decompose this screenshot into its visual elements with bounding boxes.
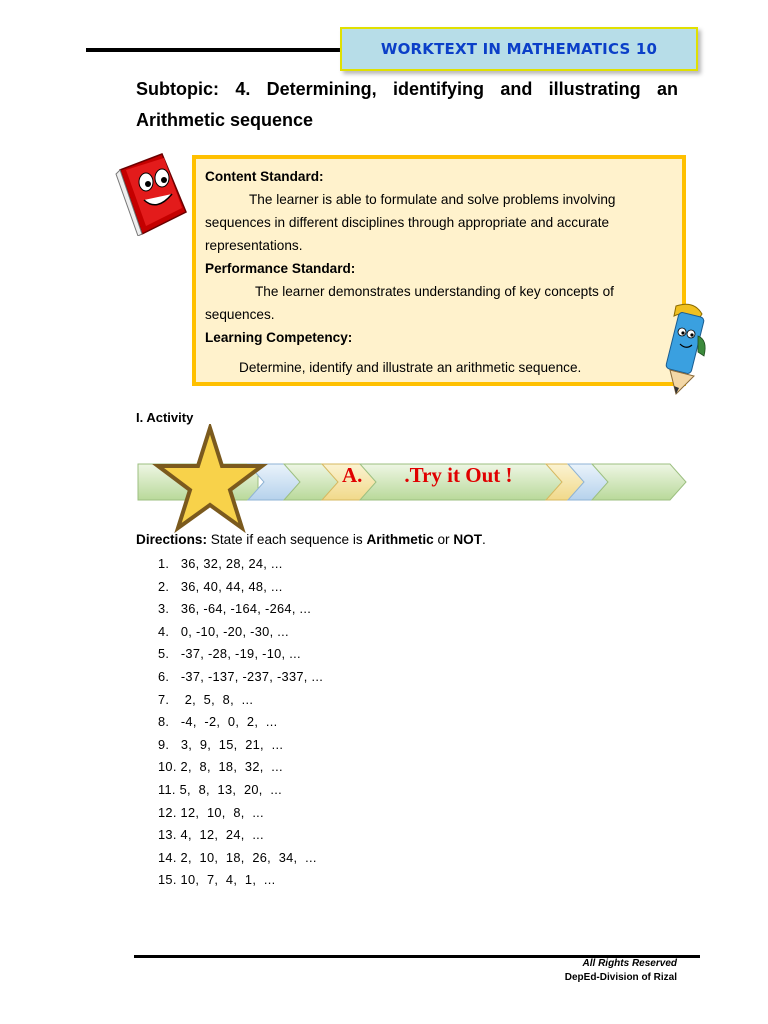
directions-not: NOT xyxy=(453,532,483,547)
list-item: 12. 12, 10, 8, ... xyxy=(158,804,264,820)
directions-label: Directions: xyxy=(136,532,208,547)
list-item: 10. 2, 8, 18, 32, ... xyxy=(158,759,283,775)
directions-end: . xyxy=(482,532,486,547)
list-item: 4. 0, -10, -20, -30, ... xyxy=(158,623,289,639)
directions-arithmetic: Arithmetic xyxy=(366,532,434,547)
worktext-title: WORKTEXT IN MATHEMATICS 10 xyxy=(380,40,658,58)
list-item: 6. -37, -137, -237, -337, ... xyxy=(158,668,324,684)
list-item: 8. -4, -2, 0, 2, ... xyxy=(158,714,278,730)
sequence-list xyxy=(158,553,323,892)
footer-division: DepEd-Division of Rizal xyxy=(564,972,677,983)
top-rule xyxy=(86,48,358,52)
try-it-out-title: A. .Try it Out ! xyxy=(342,463,513,487)
pencil-mascot-icon xyxy=(654,300,710,396)
content-standard-heading: Content Standard: xyxy=(205,169,324,184)
list-item: 13. 4, 12, 24, ... xyxy=(158,827,264,843)
star-icon xyxy=(158,428,262,528)
performance-standard-text: The learner demonstrates understanding of key concepts of sequences. xyxy=(205,284,614,322)
list-item: 7. 2, 5, 8, ... xyxy=(158,691,254,707)
directions-or: or xyxy=(433,532,454,547)
list-item: 5. -37, -28, -19, -10, ... xyxy=(158,646,301,662)
list-item: 3. 36, -64, -164, -264, ... xyxy=(158,601,312,617)
list-item: 2. 36, 40, 44, 48, ... xyxy=(158,578,283,594)
header-banner xyxy=(340,27,698,71)
footer-rights: All Rights Reserved xyxy=(582,958,677,969)
learning-competency-heading: Learning Competency: xyxy=(205,330,353,345)
book-mascot-icon xyxy=(112,152,190,236)
list-item: 1. 36, 32, 28, 24, ... xyxy=(158,556,283,571)
list-item: 9. 3, 9, 15, 21, ... xyxy=(158,736,284,752)
list-item: 11. 5, 8, 13, 20, ... xyxy=(158,781,282,797)
content-standard-text: The learner is able to formulate and solve problems involving sequences in different disciplines through appropriate and accurate representations. xyxy=(205,192,616,253)
directions xyxy=(136,532,486,547)
activity-heading: I. Activity xyxy=(136,410,194,425)
list-item: 15. 10, 7, 4, 1, ... xyxy=(158,872,276,888)
standards-box xyxy=(192,155,686,386)
learning-competency-text: Determine, identify and illustrate an arithmetic sequence. xyxy=(239,360,582,375)
list-item: 14. 2, 10, 18, 26, 34, ... xyxy=(158,849,317,865)
directions-text: State if each sequence is xyxy=(207,532,367,547)
subtopic-title: Subtopic: 4. Determining, identifying and illustrating an Arithmetic sequence xyxy=(136,79,678,130)
performance-standard-heading: Performance Standard: xyxy=(205,261,356,276)
